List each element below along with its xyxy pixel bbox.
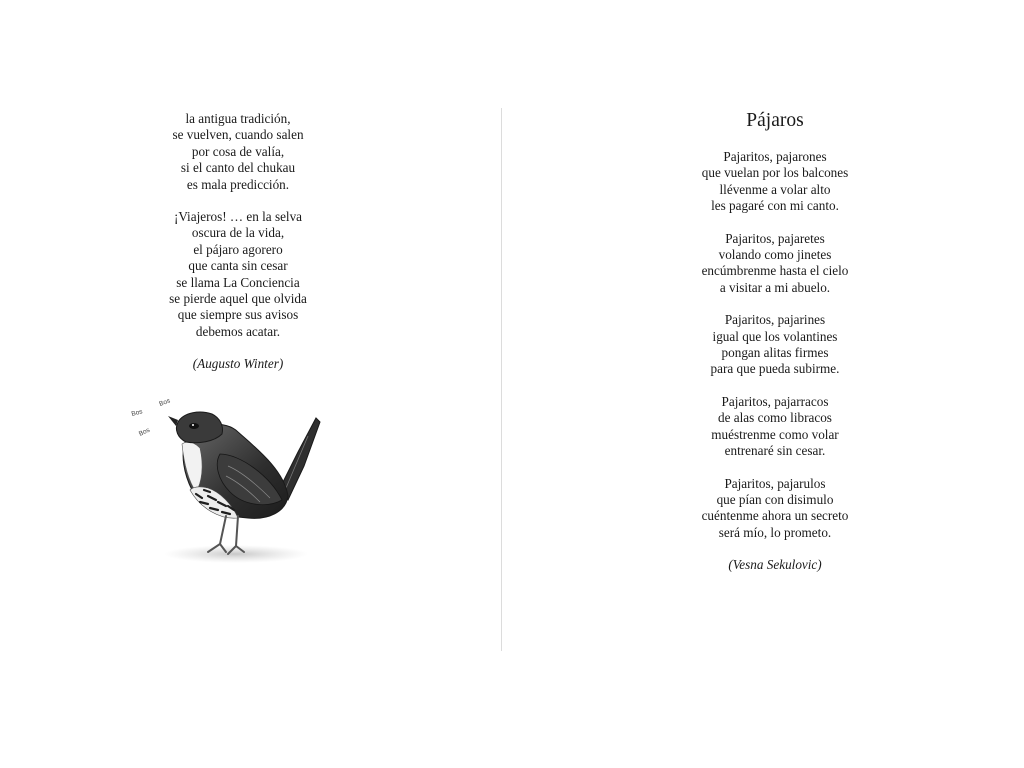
poem-line: oscura de la vida, bbox=[191, 225, 285, 241]
poem-line: de alas como libracos bbox=[718, 410, 832, 426]
poem-stanza bbox=[88, 209, 388, 340]
poem-line: el pájaro agorero bbox=[193, 241, 283, 257]
poem-line: cuéntenme ahora un secreto bbox=[701, 508, 849, 524]
poem-line: llévenme a volar alto bbox=[719, 181, 831, 197]
bird-sound: Bos bbox=[130, 408, 144, 418]
poem-stanza bbox=[88, 111, 388, 193]
left-page bbox=[88, 108, 388, 373]
poem-line: para que pueda subirme. bbox=[710, 361, 840, 377]
poem-line: Pajaritos, pajaretes bbox=[725, 230, 825, 246]
poem-line: que siempre sus avisos bbox=[177, 307, 299, 323]
poem-line: a visitar a mi abuelo. bbox=[719, 279, 831, 295]
poem-author: (Augusto Winter) bbox=[192, 356, 284, 372]
poem-stanza bbox=[625, 149, 925, 215]
poem-line: muéstrenme como volar bbox=[711, 426, 839, 442]
poem-line: se llama La Conciencia bbox=[176, 274, 300, 290]
poem-stanza bbox=[625, 312, 925, 378]
poem-line: que canta sin cesar bbox=[188, 258, 288, 274]
chucao-bird-icon bbox=[128, 392, 324, 568]
poem-line: debemos acatar. bbox=[195, 323, 281, 339]
poem-stanza bbox=[625, 476, 925, 542]
bird-sound: Bos bbox=[158, 397, 172, 408]
poem-line: entrenaré sin cesar. bbox=[724, 443, 826, 459]
poem-line: encúmbrenme hasta el cielo bbox=[701, 263, 849, 279]
poem-line: se pierde aquel que olvida bbox=[169, 291, 307, 307]
poem-line: Pajaritos, pajarracos bbox=[721, 393, 829, 409]
poem-line: Pajaritos, pajarulos bbox=[724, 475, 826, 491]
poem-line: que pían con disimulo bbox=[716, 491, 834, 507]
poem-line: Pajaritos, pajarines bbox=[724, 312, 826, 328]
poem-line: la antigua tradición, bbox=[185, 111, 291, 126]
poem-title: Pájaros bbox=[746, 110, 804, 131]
poem-line: si el canto del chukau bbox=[180, 160, 296, 176]
bird-sound: Bos bbox=[137, 426, 151, 438]
poem-line: se vuelven, cuando salen bbox=[172, 127, 304, 143]
poem-author: (Vesna Sekulovic) bbox=[728, 557, 822, 573]
poem-stanza bbox=[625, 394, 925, 460]
poem-line: es mala predicción. bbox=[186, 176, 290, 192]
right-page bbox=[625, 108, 925, 574]
page-gutter bbox=[501, 108, 502, 651]
poem-line: Pajaritos, pajarones bbox=[723, 149, 827, 164]
bird-illustration bbox=[128, 392, 324, 568]
poem-line: pongan alitas firmes bbox=[721, 345, 829, 361]
poem-line: ¡Viajeros! … en la selva bbox=[173, 209, 303, 225]
poem-line: por cosa de valía, bbox=[191, 143, 285, 159]
poem-line: les pagaré con mi canto. bbox=[711, 198, 839, 214]
poem-stanza bbox=[625, 231, 925, 297]
poem-line: que vuelan por los balcones bbox=[701, 165, 849, 181]
poem-line: volando como jinetes bbox=[718, 247, 832, 263]
poem-line: igual que los volantines bbox=[712, 328, 838, 344]
poem-line: será mío, lo prometo. bbox=[718, 524, 832, 540]
